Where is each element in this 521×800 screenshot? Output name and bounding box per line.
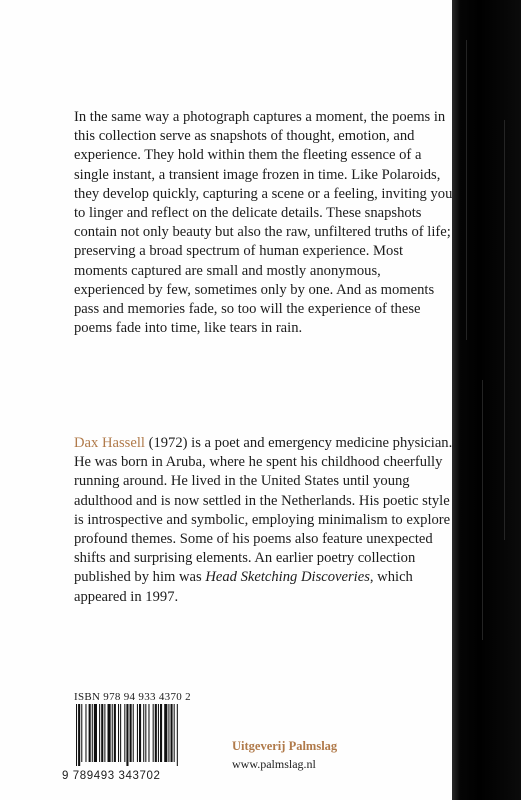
barcode-bar — [174, 704, 175, 762]
barcode-bar — [145, 704, 146, 762]
barcode-bar — [143, 704, 144, 762]
barcode-bar — [120, 704, 121, 762]
author-name: Dax Hassell — [74, 435, 145, 451]
barcode-bar — [94, 704, 97, 762]
barcode-bar — [99, 704, 100, 762]
barcode-bar — [85, 704, 86, 762]
barcode-bar — [153, 704, 154, 762]
isbn-label: ISBN 978 94 933 4370 2 — [74, 691, 191, 703]
barcode-bar — [76, 704, 77, 766]
barcode-bar — [108, 704, 111, 762]
barcode-bar — [126, 704, 128, 766]
spine — [452, 0, 521, 800]
barcode-bar — [89, 704, 91, 762]
barcode-bar — [101, 704, 103, 762]
publisher-name: Uitgeverij Palmslag — [232, 739, 338, 753]
barcode-bar — [92, 704, 93, 762]
barcode-bar — [168, 704, 169, 762]
earlier-book-title: Head Sketching Discoveries — [205, 569, 370, 586]
barcode-bar — [118, 704, 119, 762]
barcode-bar — [130, 704, 132, 762]
barcode — [74, 704, 214, 766]
barcode-bar — [139, 704, 141, 762]
author-bio — [74, 434, 454, 607]
barcode-bar — [164, 704, 167, 762]
bio-text-2: , which appeared in 1997. — [74, 569, 413, 605]
barcode-number: 9 789493 343702 — [62, 770, 161, 782]
barcode-bar — [114, 704, 116, 762]
barcode-bar — [133, 704, 134, 762]
blurb-paragraph: In the same way a photograph captures a moment, the poems in this collection serve as snapshots of thought, emotion, and experience. They hold within them the fleeting essence of a single instant, a transient image frozen in time. Like Polaroids, they develop quickly, capturing a scene or a feeling, inviting you to linger and reflect on the delicate details. These snapshots contain not only beauty but also the raw, unfiltered truths of life; preserving a broad spectrum of human experience. Most moments captured are small and mostly anonymous, experienced by few, sometimes only by one. And as moments pass and memories fade, so too will the experience of these poems fade into time, like tears in rain. — [74, 109, 453, 337]
barcode-bar — [112, 704, 113, 762]
barcode-bar — [177, 704, 178, 766]
barcode-bar — [148, 704, 149, 762]
barcode-bar — [104, 704, 105, 762]
barcode-bar — [160, 704, 162, 762]
publisher-website[interactable]: www.palmslag.nl — [232, 757, 316, 771]
barcode-bar — [155, 704, 157, 762]
barcode-bar — [124, 704, 125, 762]
barcode-bar — [81, 704, 82, 762]
barcode-bar — [171, 704, 173, 762]
barcode-bar — [78, 704, 80, 766]
barcode-bar — [137, 704, 138, 762]
barcode-bar — [158, 704, 159, 762]
bio-text-1: (1972) is a poet and emergency medicine physician. He was born in Aruba, where he spent his childhood cheerfully running around. He lived in the United States until young adulthood and is now settled in the Netherlands. His poetic style is introspective and symbolic, employing minimalism to explore profound themes. Some of his poems also feature unexpected shifts and surprising elements. An earlier poetry collection published by him was — [74, 435, 453, 586]
